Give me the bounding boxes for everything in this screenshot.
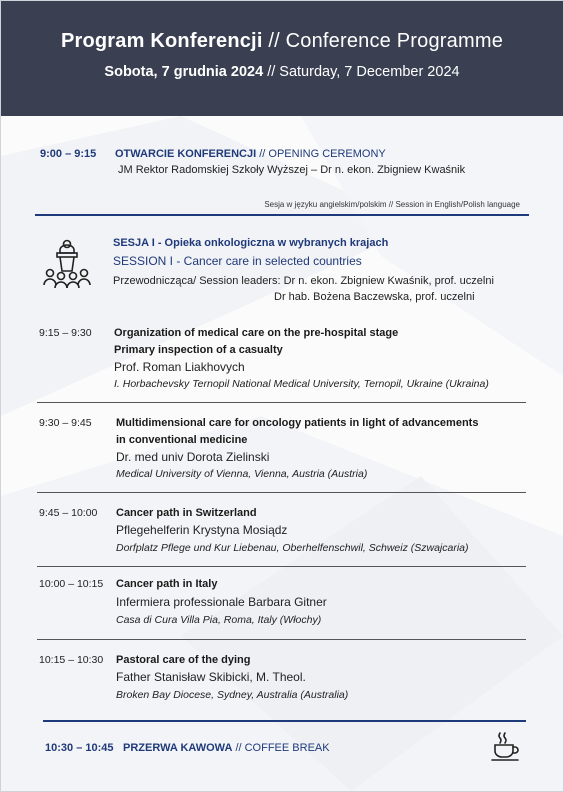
break-title-pl: PRZERWA KAWOWA [123, 742, 233, 754]
date-light: // Saturday, 7 December 2024 [263, 64, 460, 80]
talk-time: 9:15 – 9:30 [39, 327, 92, 339]
opening-speaker: JM Rektor Radomskiej Szkoły Wyższej – Dr n. ekon. Zbigniew Kwaśnik [118, 164, 466, 176]
break-time: 10:30 – 10:45 [45, 742, 114, 754]
coffee-cup-icon [491, 731, 521, 763]
talk-institution: Broken Bay Diocese, Sydney, Australia (Australia) [116, 689, 349, 701]
date-bold: Sobota, 7 grudnia 2024 [104, 64, 264, 80]
talk-institution: I. Horbachevsky Ternopil National Medical University, Ternopil, Ukraine (Ukraina) [114, 378, 489, 390]
talk-title: Multidimensional care for oncology patients in light of advancements [116, 417, 479, 429]
opening-title [115, 148, 386, 160]
title-light: // Conference Programme [262, 30, 504, 52]
talk-speaker: Dr. med univ Dorota Zielinski [116, 450, 270, 464]
talk-speaker: Prof. Roman Liakhovych [114, 360, 245, 374]
talk-time: 10:00 – 10:15 [39, 578, 104, 590]
talk-title: Cancer path in Italy [116, 578, 218, 590]
talk-title: Pastoral care of the dying [116, 654, 251, 666]
talk-speaker: Father Stanisław Skibicki, M. Theol. [116, 670, 306, 684]
session-title-pl: SESJA I - Opieka onkologiczna w wybranych krajach [113, 237, 389, 249]
divider [35, 214, 529, 216]
talk-title: Cancer path in Switzerland [116, 507, 257, 519]
talk-time: 10:15 – 10:30 [39, 654, 104, 666]
talk-title: Organization of medical care on the pre-hospital stage [114, 327, 399, 339]
talk-institution: Dorfplatz Pflege und Kur Liebenau, Oberhelfenschwil, Schweiz (Szwajcaria) [116, 542, 469, 554]
page-title [1, 30, 563, 53]
break-title [123, 742, 330, 754]
talk-institution: Casa di Cura Villa Pia, Roma, Italy (Włochy) [116, 614, 322, 626]
talk-time: 9:30 – 9:45 [39, 417, 92, 429]
language-note: Sesja w języku angielskim/polskim // Session in English/Polish language [264, 200, 520, 209]
page-date [1, 64, 563, 80]
title-bold: Program Konferencji [60, 30, 263, 52]
session-leaders-line2: Dr hab. Bożena Baczewska, prof. uczelni [274, 291, 475, 303]
break-title-en: // COFFEE BREAK [232, 742, 330, 754]
divider [37, 402, 526, 403]
opening-title-pl: OTWARCIE KONFERENCJI [115, 148, 257, 160]
divider [37, 492, 526, 493]
session-leaders-line1: Przewodnicząca/ Session leaders: Dr n. ekon. Zbigniew Kwaśnik, prof. uczelni [113, 275, 494, 287]
divider [43, 720, 526, 722]
divider [37, 566, 526, 567]
talk-time: 9:45 – 10:00 [39, 507, 98, 519]
talk-title-line2: Primary inspection of a casualty [114, 344, 283, 356]
talk-title-line2: in conventional medicine [116, 434, 248, 446]
divider [37, 639, 526, 640]
opening-time: 9:00 – 9:15 [40, 148, 97, 160]
session-title-en: SESSION I - Cancer care in selected countries [113, 254, 362, 268]
talk-speaker: Infermiera professionale Barbara Gitner [116, 595, 327, 609]
talk-institution: Medical University of Vienna, Vienna, Austria (Austria) [116, 468, 368, 480]
talk-speaker: Pflegehelferin Krystyna Mosiądz [116, 523, 288, 537]
conference-speaker-icon [43, 239, 91, 291]
opening-title-en: // OPENING CEREMONY [256, 148, 386, 160]
page-header [1, 1, 563, 116]
